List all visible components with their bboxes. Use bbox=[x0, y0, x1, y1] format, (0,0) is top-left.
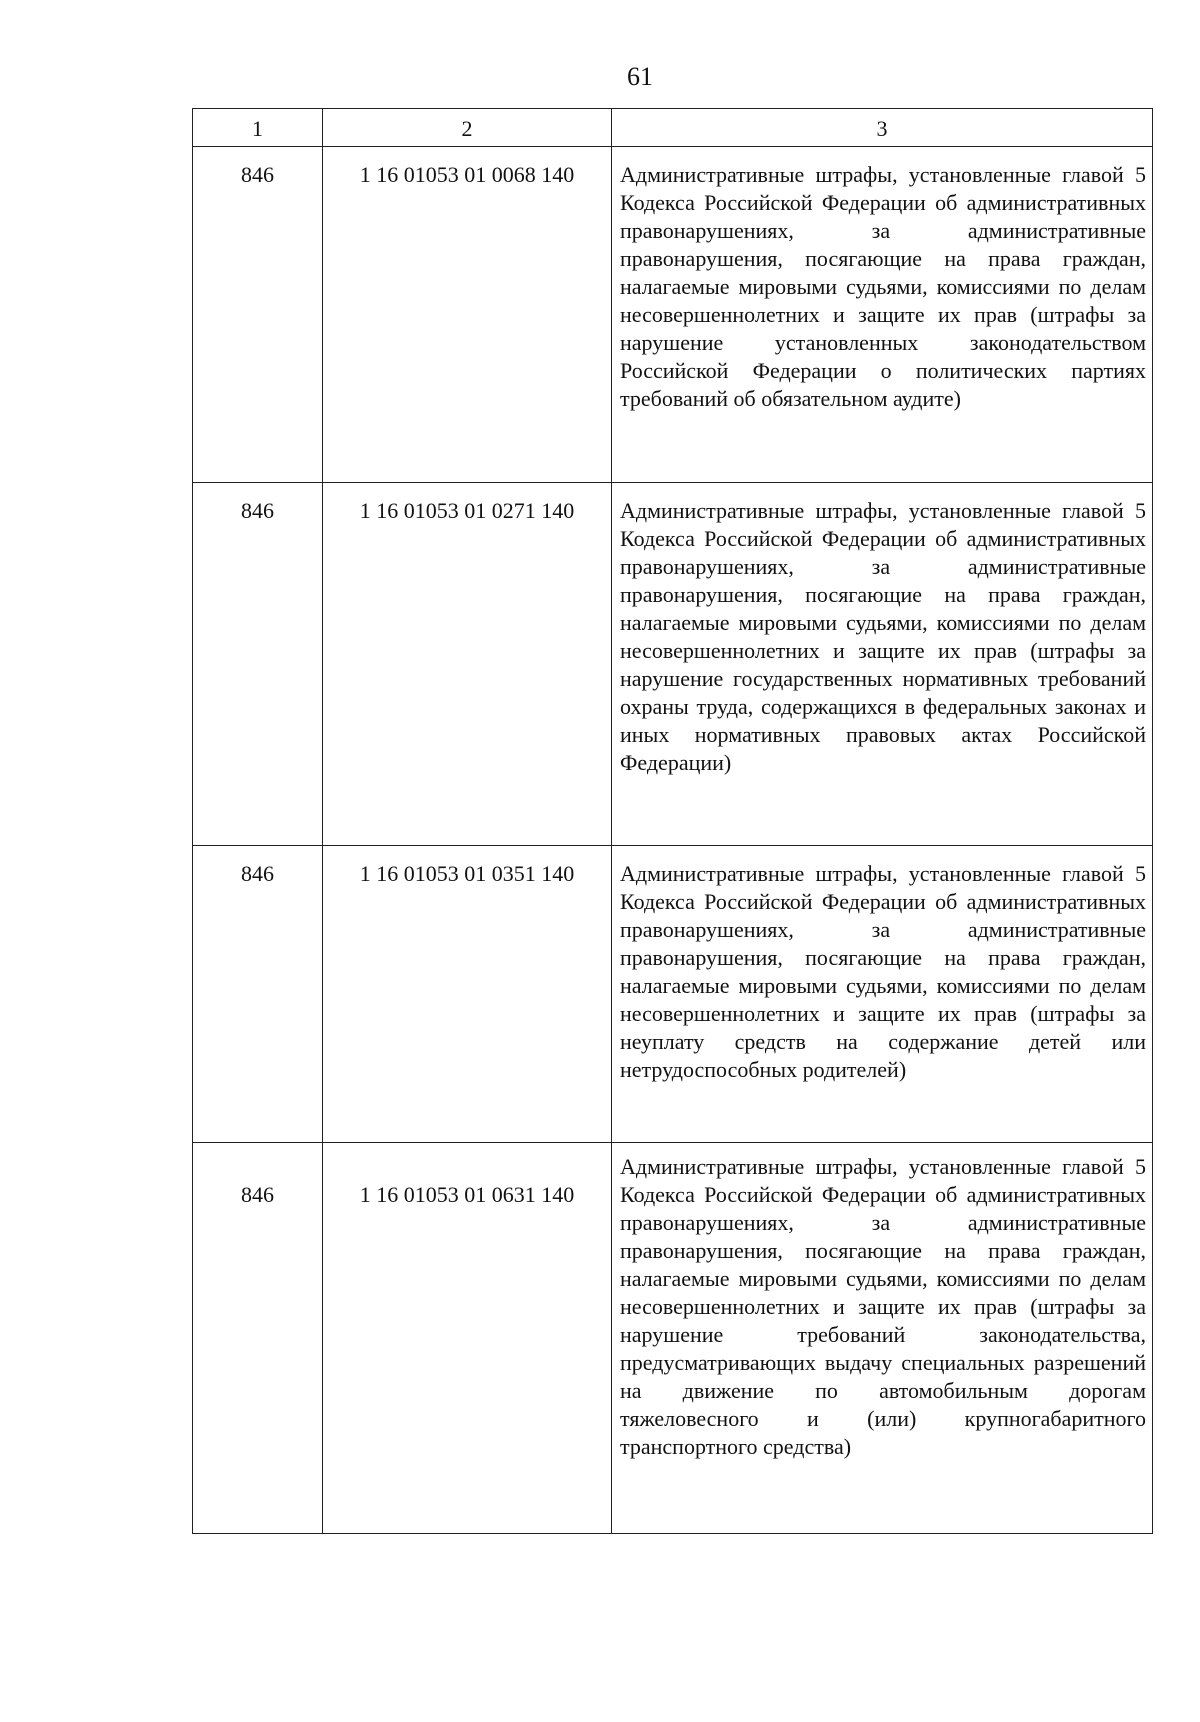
table-row bbox=[193, 483, 1153, 846]
admin-code-cell: 846 bbox=[193, 147, 323, 483]
table-row bbox=[193, 1143, 1153, 1534]
admin-code-cell: 846 bbox=[193, 846, 323, 1143]
description-cell: Административные штрафы, установленные главой 5 Кодекса Российской Федерации об административных правонарушениях, за административные правонарушения, посягающие на права граждан, налагаемые мировыми судьями, комиссиями по делам несовершеннолетних и защите их прав (штрафы за неуплату средств на содержание детей или нетрудоспособных родителей) bbox=[612, 846, 1153, 1143]
table-row bbox=[193, 846, 1153, 1143]
description-cell: Административные штрафы, установленные главой 5 Кодекса Российской Федерации об административных правонарушениях, за административные правонарушения, посягающие на права граждан, налагаемые мировыми судьями, комиссиями по делам несовершеннолетних и защите их прав (штрафы за нарушение установленных законодательством Российской Федерации о политических партиях требований об обязательном аудите) bbox=[612, 147, 1153, 483]
table-row bbox=[193, 147, 1153, 483]
description-cell: Административные штрафы, установленные главой 5 Кодекса Российской Федерации об административных правонарушениях, за административные правонарушения, посягающие на права граждан, налагаемые мировыми судьями, комиссиями по делам несовершеннолетних и защите их прав (штрафы за нарушение требований законодательства, предусматривающих выдачу специальных разрешений на движение по автомобильным дорогам тяжеловесного и (или) крупногабаритного транспортного средства) bbox=[612, 1143, 1153, 1534]
header-row bbox=[193, 109, 1153, 147]
kbk-code-cell: 1 16 01053 01 0631 140 bbox=[323, 1143, 612, 1534]
column-header-3: 3 bbox=[612, 109, 1153, 147]
kbk-code-cell: 1 16 01053 01 0351 140 bbox=[323, 846, 612, 1143]
description-cell: Административные штрафы, установленные главой 5 Кодекса Российской Федерации об административных правонарушениях, за административные правонарушения, посягающие на права граждан, налагаемые мировыми судьями, комиссиями по делам несовершеннолетних и защите их прав (штрафы за нарушение государственных нормативных требований охраны труда, содержащихся в федеральных законах и иных нормативных правовых актах Российской Федерации) bbox=[612, 483, 1153, 846]
table-header bbox=[193, 109, 1153, 147]
kbk-code-cell: 1 16 01053 01 0068 140 bbox=[323, 147, 612, 483]
admin-code-cell: 846 bbox=[193, 1143, 323, 1534]
budget-codes-table bbox=[192, 108, 1153, 1534]
table-body bbox=[193, 147, 1153, 1534]
kbk-code-cell: 1 16 01053 01 0271 140 bbox=[323, 483, 612, 846]
column-header-2: 2 bbox=[323, 109, 612, 147]
page-number: 61 bbox=[627, 62, 653, 91]
admin-code-cell: 846 bbox=[193, 483, 323, 846]
column-header-1: 1 bbox=[193, 109, 323, 147]
